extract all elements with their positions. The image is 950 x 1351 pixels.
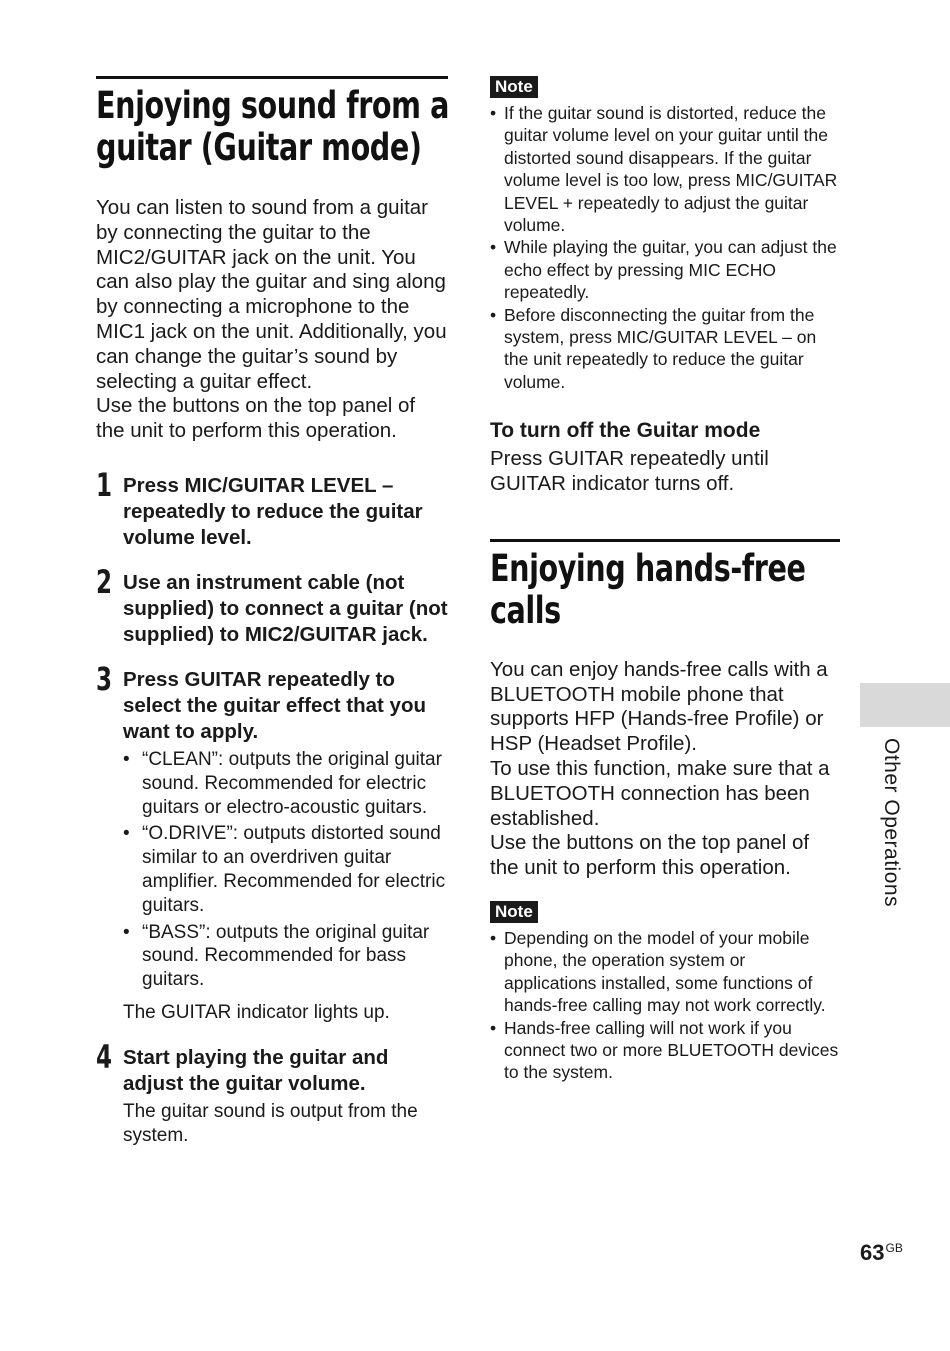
step-title: Press GUITAR repeatedly to select the guitar effect that you want to apply. <box>123 667 427 743</box>
page-number-suffix: GB <box>885 1241 903 1255</box>
step-1 <box>96 465 448 551</box>
step-title: Start playing the guitar and adjust the guitar volume. <box>123 1045 389 1095</box>
section-title-guitar-mode: Enjoying sound from a guitar (Guitar mode) <box>96 84 449 169</box>
side-tab-label: Other Operations <box>880 738 903 908</box>
list-item: • If the guitar sound is distorted, reduce the guitar volume level on your guitar until the distorted sound disappears. If the guitar volume level is too low, press MIC/GUITAR LEVEL + repeatedly to adjust the guitar volume. <box>490 102 840 236</box>
section-rule <box>490 539 840 542</box>
paragraph: You can enjoy hands-free calls with a BLUETOOTH mobile phone that supports HFP (Hands-free Profile) or HSP (Headset Profile). <box>490 657 828 756</box>
list-item: • Hands-free calling will not work if you connect two or more BLUETOOTH devices to the system. <box>490 1017 840 1084</box>
step-number: 3 <box>96 659 113 698</box>
subsection-body: Press GUITAR repeatedly until GUITAR indicator turns off. <box>490 447 769 496</box>
note-list <box>490 102 840 393</box>
list-item: • Before disconnecting the guitar from the system, press MIC/GUITAR LEVEL – on the unit repeatedly to reduce the guitar volume. <box>490 304 840 394</box>
note-block <box>490 901 840 1084</box>
right-column <box>490 76 840 1084</box>
step-number: 4 <box>96 1037 113 1076</box>
paragraph: To use this function, make sure that a BLUETOOTH connection has been established. <box>490 757 830 830</box>
section-rule <box>96 76 448 79</box>
step-title: Use an instrument cable (not supplied) to connect a guitar (not supplied) to MIC2/GUITAR jack. <box>123 570 448 646</box>
intro-block <box>96 196 448 444</box>
step-body: The guitar sound is output from the system. <box>123 1100 418 1146</box>
side-tab-marker <box>860 683 950 727</box>
step-title: Press MIC/GUITAR LEVEL – repeatedly to reduce the guitar volume level. <box>123 473 423 549</box>
list-item: • “BASS”: outputs the original guitar sound. Recommended for bass guitars. <box>123 921 448 992</box>
list-item: • “O.DRIVE”: outputs distorted sound similar to an overdriven guitar amplifier. Recommended for electric guitars. <box>123 822 448 917</box>
step-number: 1 <box>96 465 113 504</box>
subsection-title: To turn off the Guitar mode <box>490 419 761 443</box>
step-4 <box>96 1037 448 1148</box>
step-number: 2 <box>96 562 113 601</box>
note-badge: Note <box>490 901 538 923</box>
handsfree-body <box>490 658 840 881</box>
handsfree-section <box>490 539 840 881</box>
note-badge: Note <box>490 76 538 98</box>
intro-paragraph: You can listen to sound from a guitar by connecting the guitar to the MIC2/GUITAR jack on the unit. You can also play the guitar and sing along by connecting a microphone to the MIC1 jack on the unit. Additionally, you can change the guitar’s sound by selecting a guitar effect. <box>96 196 447 393</box>
note-list <box>490 927 840 1084</box>
turn-off-block <box>490 418 840 497</box>
page-number-value: 63 <box>860 1240 885 1265</box>
list-item: • While playing the guitar, you can adjust the echo effect by pressing MIC ECHO repeatedly. <box>490 236 840 303</box>
step-2 <box>96 562 448 648</box>
note-block <box>490 76 840 393</box>
list-item: • “CLEAN”: outputs the original guitar sound. Recommended for electric guitars or electro-acoustic guitars. <box>123 748 448 819</box>
section-title-handsfree: Enjoying hands-free calls <box>490 546 806 632</box>
effect-list <box>123 748 448 992</box>
step-result: The GUITAR indicator lights up. <box>123 1001 390 1023</box>
step-3 <box>96 659 448 1025</box>
left-column <box>96 76 448 1148</box>
intro-paragraph: Use the buttons on the top panel of the unit to perform this operation. <box>96 394 416 443</box>
page-number <box>860 1240 903 1266</box>
list-item: • Depending on the model of your mobile phone, the operation system or applications installed, some functions of hands-free calling may not work correctly. <box>490 927 840 1017</box>
paragraph: Use the buttons on the top panel of the unit to perform this operation. <box>490 831 810 880</box>
